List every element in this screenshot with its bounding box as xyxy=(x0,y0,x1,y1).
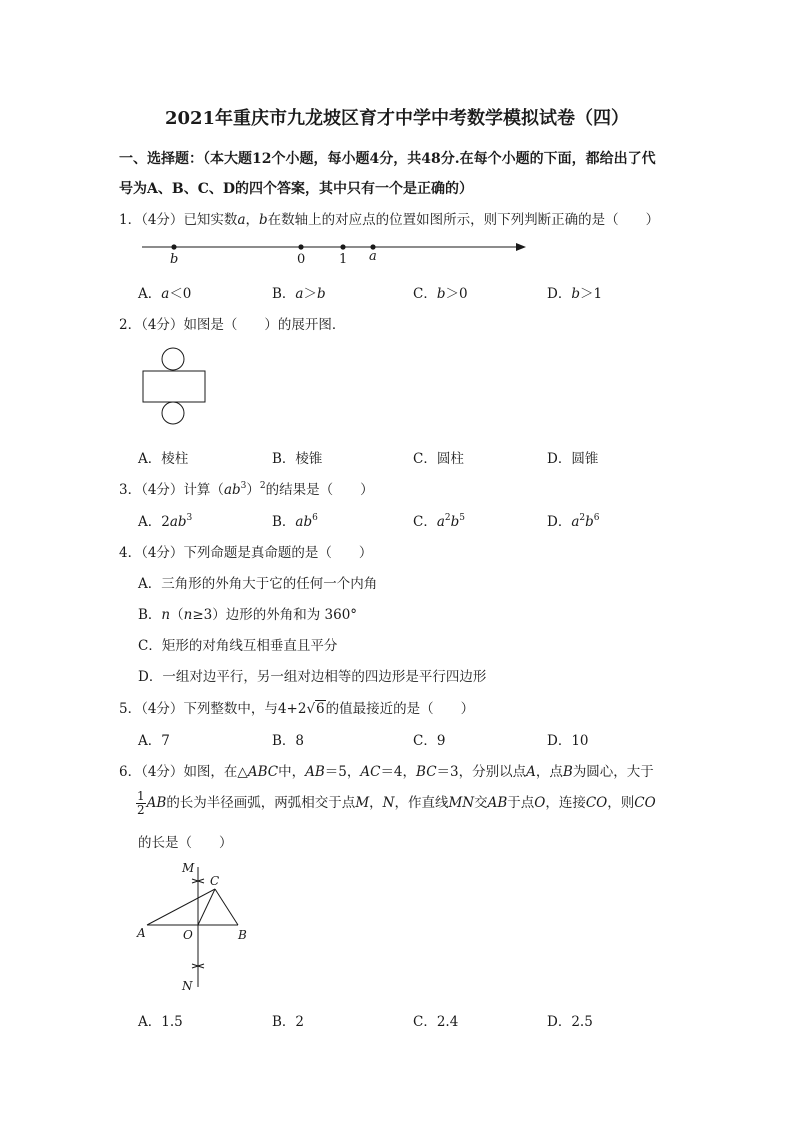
question-number: 2．（4分） xyxy=(119,317,184,333)
q1-option-a[interactable]: A．a＜0 xyxy=(138,286,192,302)
q3-option-b[interactable]: B．$ab^6$ xyxy=(272,513,318,530)
segment-ac xyxy=(147,889,215,925)
q2-option-a[interactable]: A．棱柱 xyxy=(138,451,189,467)
label-c: C xyxy=(210,874,220,888)
q5-option-a[interactable]: A．7 xyxy=(138,733,170,749)
q4-option-b[interactable]: B．n（n≥3）边形的外角和为 360° xyxy=(138,607,358,623)
cylinder-net-figure xyxy=(140,346,210,430)
q5-option-c[interactable]: C．9 xyxy=(413,733,446,749)
q1-option-b[interactable]: B．a＞b xyxy=(272,286,326,302)
point-one xyxy=(340,244,345,249)
label-b: B xyxy=(238,928,247,942)
q5-option-b[interactable]: B．8 xyxy=(272,733,305,749)
q6-option-d[interactable]: D．2.5 xyxy=(547,1014,593,1030)
question-number: 6．（4分） xyxy=(119,764,184,780)
net-rectangle xyxy=(143,371,205,402)
q2-option-b[interactable]: B．棱锥 xyxy=(272,451,323,467)
label-a: A xyxy=(137,926,146,940)
question-5: 5．（4分）下列整数中，与4+2√6的值最接近的是（ ） xyxy=(119,701,475,717)
point-zero xyxy=(298,244,303,249)
q6-option-c[interactable]: C．2.4 xyxy=(413,1014,459,1030)
label-b: b xyxy=(170,252,179,267)
q3-option-c[interactable]: C．$a^2b^5$ xyxy=(413,513,466,530)
question-4: 4．（4分）下列命题是真命题的是（ ） xyxy=(119,545,373,561)
section-heading-line1: 一、选择题：（本大题12个小题，每小题4分，共48分.在每个小题的下面，都给出了代 xyxy=(119,151,656,167)
q3-option-a[interactable]: A．$2ab^3$ xyxy=(138,513,193,530)
q1-option-c[interactable]: C．b＞0 xyxy=(413,286,468,302)
number-line-figure xyxy=(140,236,540,266)
number-line-arrow xyxy=(516,243,526,251)
section-heading-line2: 号为A、B、C、D的四个答案，其中只有一个是正确的） xyxy=(119,181,473,197)
radicand: 6 xyxy=(316,701,325,717)
q4-option-d[interactable]: D．一组对边平行，另一组对边相等的四边形是平行四边形 xyxy=(138,669,487,685)
question-3: 3．（4分）计算$(ab^3)^2$的结果是（ ） xyxy=(119,481,374,498)
q5-option-d[interactable]: D．10 xyxy=(547,733,589,749)
triangle-figure xyxy=(135,857,265,997)
segment-bc xyxy=(215,889,238,925)
question-1: 1．（4分）已知实数a，b在数轴上的对应点的位置如图所示，则下列判断正确的是（ ） xyxy=(119,212,660,228)
question-number: 3．（4分） xyxy=(119,482,184,498)
fraction-one-half: $\frac{1}{2}$ xyxy=(137,789,145,817)
question-6-line1: 6．（4分）如图，在△ABC中，AB＝5，AC＝4，BC＝3，分别以点A，点B为圆心，大于 xyxy=(119,764,654,780)
q3-option-d[interactable]: D．$a^2b^6$ xyxy=(547,513,600,530)
q6-option-a[interactable]: A．1.5 xyxy=(138,1014,183,1030)
label-a: a xyxy=(369,249,377,264)
question-6-line3: 的长是（ ） xyxy=(138,835,233,851)
segment-co xyxy=(198,889,215,925)
label-zero: 0 xyxy=(297,252,306,267)
question-number: 4．（4分） xyxy=(119,545,184,561)
question-number: 5．（4分） xyxy=(119,701,184,717)
net-bottom-circle xyxy=(162,402,184,424)
question-number: 1．（4分） xyxy=(119,212,184,228)
page-title: 2021年重庆市九龙坡区育才中学中考数学模拟试卷（四） xyxy=(164,108,630,129)
sqrt-sign: √ xyxy=(306,701,316,717)
q2-option-c[interactable]: C．圆柱 xyxy=(413,451,464,467)
question-2: 2．（4分）如图是（ ）的展开图． xyxy=(119,317,346,333)
net-top-circle xyxy=(162,348,184,370)
q4-option-c[interactable]: C．矩形的对角线互相垂直且平分 xyxy=(138,638,338,654)
q1-option-d[interactable]: D．b＞1 xyxy=(547,286,603,302)
q4-option-a[interactable]: A．三角形的外角大于它的任何一个内角 xyxy=(138,576,378,592)
question-6-line2: $\frac{1}{2}$ AB的长为半径画弧，两弧相交于点M，N，作直线MN交AB于点O，连接CO，则CO xyxy=(137,789,656,817)
label-m: M xyxy=(182,861,195,875)
point-b xyxy=(171,244,176,249)
label-one: 1 xyxy=(339,252,348,267)
q6-option-b[interactable]: B．2 xyxy=(272,1014,305,1030)
label-n: N xyxy=(182,979,193,993)
q2-option-d[interactable]: D．圆锥 xyxy=(547,451,599,467)
label-o: O xyxy=(183,928,193,942)
